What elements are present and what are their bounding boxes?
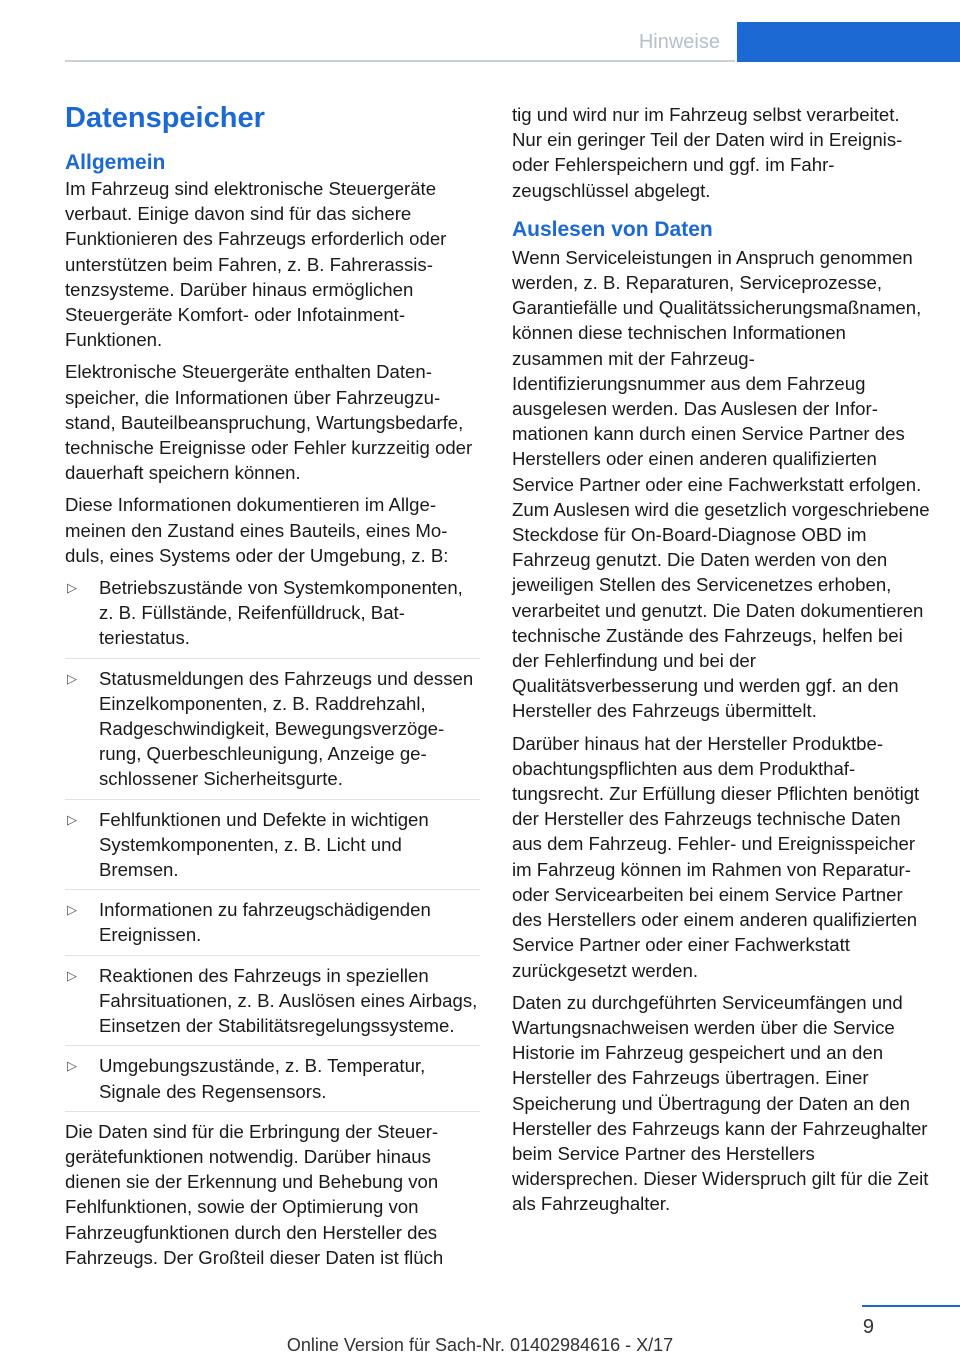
- triangle-bullet-icon: ▷: [67, 811, 77, 827]
- header-accent-block: [737, 22, 960, 62]
- page-number: 9: [862, 1316, 874, 1338]
- list-item-text: Betriebszustände von Systemkomponenten, z. B. Füllstände, Reifenfülldruck, Batteriestatus.: [99, 577, 463, 649]
- list-item: [65, 575, 480, 659]
- list-item-text: Umgebungszustände, z. B. Temperatur, Signale des Regensensors.: [99, 1055, 426, 1102]
- list-item: [65, 897, 480, 955]
- list-item: [65, 1053, 480, 1111]
- paragraph: Darüber hinaus hat der Hersteller Produktbeobachtungspflichten aus dem Produkthaftungsrecht. Zur Erfüllung dieser Pflichten benötigt der Hersteller des Fahrzeugs technische Daten aus dem Fahrzeug. Fehler- und Ereignisspeicher im Fahrzeug können im Rahmen von Reparatur- oder Servicearbeiten bei einem Service Partner des Herstellers oder einem anderen qualifizierten Service Partner oder einer Fachwerkstatt zurückgesetzt werden.: [512, 732, 920, 981]
- footer-rule: [862, 1305, 960, 1307]
- paragraph-continuation: tig und wird nur im Fahrzeug selbst verarbeitet. Nur ein geringer Teil der Daten wird in Ereignis- oder Fehlerspeichern und ggf. im Fahrzeugschlüssel abgelegt.: [512, 104, 903, 201]
- header-rule: [65, 60, 735, 62]
- list-item: [65, 807, 480, 891]
- list-item: [65, 666, 480, 800]
- list-item-text: Statusmeldungen des Fahrzeugs und dessen Einzelkomponenten, z. B. Raddrehzahl, Radgeschwindigkeit, Bewegungsverzögerung, Querbeschleunigung, Anzeige geschlossener Sicherheitsgurte.: [99, 667, 474, 790]
- paragraph: Die Daten sind für die Erbringung der Steuergerätefunktionen notwendig. Darüber hinaus dienen sie der Erkennung und Behebung von Fehlfunktionen, sowie der Optimierung von Fahrzeugfunktionen durch den Hersteller des Fahrzeugs. Der Großteil dieser Daten ist flüch: [65, 1120, 444, 1268]
- section-heading-allgemein: Allgemein: [65, 151, 166, 174]
- paragraph: Im Fahrzeug sind elektronische Steuergeräte verbaut. Einige davon sind für das sichere Funktionieren des Fahrzeugs erforderlich oder unterstützen beim Fahren, z. B. Fahrerassistenzsysteme. Darüber hinaus ermöglichen Steuergeräte Komfort- oder Infotainment-Funktionen.: [65, 178, 447, 351]
- paragraph: Wenn Serviceleistungen in Anspruch genommen werden, z. B. Reparaturen, Serviceprozesse, Garantiefälle und Qualitätssicherungsmaßnamen, können diese technischen Informationen zusammen mit der Fahrzeug-Identifizierungsnummer aus dem Fahrzeug ausgelesen werden. Das Auslesen der Informationen kann durch einen Service Partner des Herstellers oder einen anderen qualifizierten Service Partner oder eine Fachwerkstatt erfolgen. Zum Auslesen wird die gesetzlich vorgeschriebene Steckdose für On-Board-Diagnose OBD im Fahrzeug genutzt. Die Daten werden von den jeweiligen Stellen des Servicenetzes erhoben, verarbeitet und genutzt. Die Daten dokumentieren technische Zustände des Fahrzeugs, helfen bei der Fehlerfindung und bei der Qualitätsverbesserung und werden ggf. an den Hersteller des Fahrzeugs übermittelt.: [512, 246, 930, 722]
- section-heading-auslesen: Auslesen von Daten: [512, 217, 713, 241]
- triangle-bullet-icon: ▷: [67, 967, 77, 983]
- triangle-bullet-icon: ▷: [67, 1058, 77, 1074]
- triangle-bullet-icon: ▷: [67, 580, 77, 596]
- list-item-text: Fehlfunktionen und Defekte in wichtigen Systemkomponenten, z. B. Licht und Bremsen.: [99, 808, 429, 881]
- bullet-list: [65, 575, 480, 1112]
- list-item: [65, 963, 480, 1047]
- triangle-bullet-icon: ▷: [67, 670, 77, 686]
- list-item-text: Reaktionen des Fahrzeugs in speziellen Fahrsituationen, z. B. Auslösen eines Airbags, Einsetzen der Stabilitätsregelungssysteme.: [99, 964, 478, 1037]
- page-title: Datenspeicher: [65, 102, 265, 134]
- left-column: [65, 98, 480, 1277]
- triangle-bullet-icon: ▷: [67, 902, 77, 918]
- footer-version-text: Online Version für Sach-Nr. 01402984616 - X/17: [286, 1335, 674, 1355]
- paragraph: Diese Informationen dokumentieren im Allgemeinen den Zustand eines Bauteils, eines Moduls, eines Systems oder der Umgebung, z. B:: [65, 494, 449, 566]
- right-column: [512, 102, 932, 1224]
- header-section-title: Hinweise: [638, 31, 720, 53]
- list-item-text: Informationen zu fahrzeugschädigenden Ereignissen.: [99, 899, 431, 946]
- paragraph: Elektronische Steuergeräte enthalten Datenspeicher, die Informationen über Fahrzeugzustand, Bauteilbeanspruchung, Wartungsbedarfe, technische Ereignisse oder Fehler kurzzeitig oder dauerhaft speichern können.: [65, 361, 473, 484]
- paragraph: Daten zu durchgeführten Serviceumfängen und Wartungsnachweisen werden über die Service Historie im Fahrzeug gespeichert und an den Hersteller des Fahrzeugs übertragen. Einer Speicherung und Übertragung der Daten an den Hersteller des Fahrzeugs kann der Fahrzeughalter beim Service Partner des Herstellers widersprechen. Dieser Widerspruch gilt für die Zeit als Fahrzeughalter.: [512, 991, 929, 1215]
